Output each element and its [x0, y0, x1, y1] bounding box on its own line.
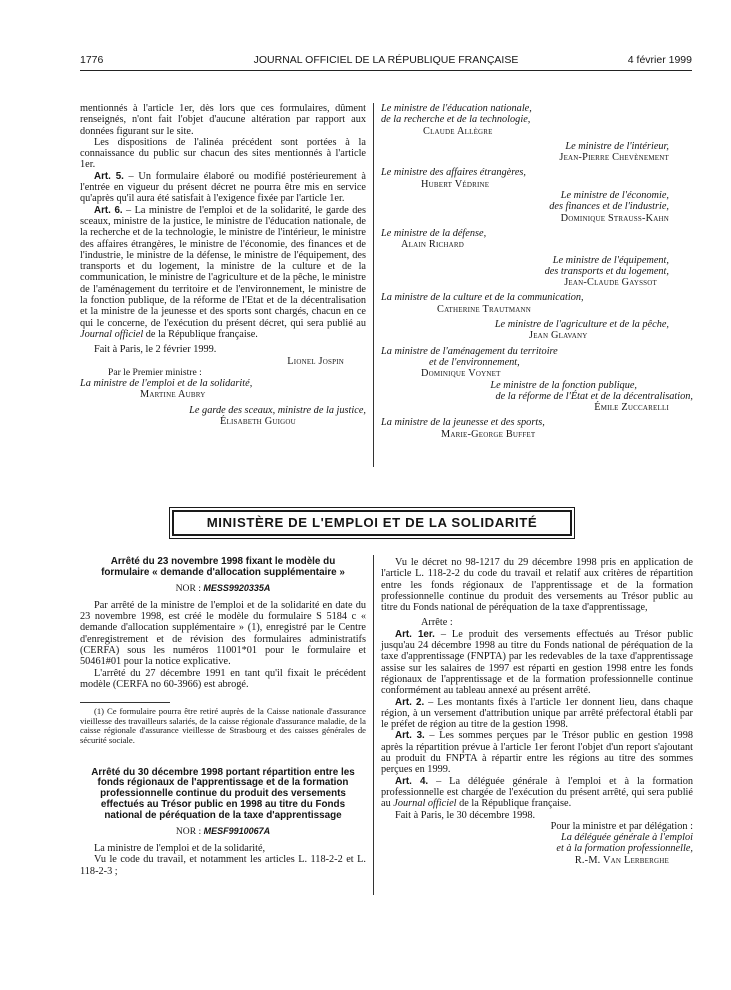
signatory-role: Le garde des sceaux, ministre de la justice,: [189, 404, 366, 416]
signatory-name: Alain Richard: [401, 239, 465, 251]
ministry-heading: MINISTÈRE DE L'EMPLOI ET DE LA SOLIDARITÉ: [172, 510, 572, 536]
journal-reference: Journal officiel: [393, 798, 457, 810]
signatory-name: Claude Allègre: [423, 125, 493, 137]
signatory-name: Jean-Claude Gayssot: [564, 277, 657, 289]
signature-pm: Lionel Jospin: [287, 355, 344, 367]
footnote: (1) Ce formulaire pourra être retiré auprès de la Caisse nationale d'assurance vieillesse des travailleurs salariés, de la caisse régionale d'assurance maladie, de la caisse régionale d'assurance vieillesse de Strasbourg et des caisses générales de sécurité sociale.: [80, 706, 366, 746]
bottom-left-column: [80, 557, 366, 877]
article-text: – La déléguée générale à l'emploi et à la formation professionnelle est chargée de l'exécution du présent arrêté, qui sera publié au: [381, 775, 693, 810]
bottom-right-column: [381, 557, 693, 866]
top-right-signatures: [381, 103, 693, 440]
article-text: – Le produit des versements effectués au Trésor public jusqu'au 24 décembre 1998 au titre du Fonds national de péréquation de la taxe d'apprentissage (FNPTA) par les redevables de la taxe d'apprentissage assise sur les salaires de 1997 est réparti en gestion 1998 entre les fonds régionaux de l'apprentissage et de la formation professionnelle continue conformément au tableau annexé au présent arrêté.: [381, 628, 693, 697]
signatory-role: Le ministre de l'équipement,: [552, 254, 669, 266]
footnote-rule: [80, 702, 170, 703]
page-header: [80, 54, 692, 70]
article-text: de la République française.: [143, 328, 258, 340]
journal-title: JOURNAL OFFICIEL DE LA RÉPUBLIQUE FRANÇAISE: [253, 54, 519, 66]
paragraph: La ministre de l'emploi et de la solidarité,: [94, 842, 266, 854]
signatory-name: Dominique Voynet: [421, 368, 501, 380]
signatory-role: et de l'environnement,: [429, 356, 520, 368]
signatory-name: Catherine Trautmann: [437, 303, 532, 315]
signatory-role: Le ministre de l'intérieur,: [565, 140, 669, 152]
nor-label: NOR :: [175, 582, 201, 594]
arrete-title: Arrêté du 30 décembre 1998 portant répartition entre les fonds régionaux de l'apprentissage et de la formation professionnelle continue du produit des versements effectués au Trésor public en 1998 au titre du Fonds national de péréquation de la taxe d'apprentissage: [91, 766, 355, 821]
article-text: de la République française.: [456, 798, 572, 810]
nor-code: MESF9910067A: [203, 825, 271, 836]
signatory-role: Le ministre de la fonction publique,: [490, 379, 637, 391]
column-divider: [373, 555, 374, 895]
signatory-name: Martine Aubry: [140, 389, 206, 401]
signatory-role: de la réforme de l'État et de la décentralisation,: [495, 390, 693, 402]
signing-place-date: Fait à Paris, le 30 décembre 1998.: [395, 809, 536, 821]
article-label: Art. 3.: [395, 730, 425, 742]
paragraph: Vu le code du travail, et notamment les articles L. 118-2-2 et L. 118-2-3 ;: [80, 854, 366, 877]
signatory-role: des transports et du logement,: [544, 265, 669, 277]
signatory-role: de la recherche et de la technologie,: [381, 114, 531, 126]
signatory-name: Élisabeth Guigou: [220, 416, 296, 428]
signatory-role: La ministre de la culture et de la communication,: [381, 292, 584, 304]
article-6: [80, 205, 366, 341]
page-number: 1776: [80, 54, 104, 66]
signatory-name: Jean-Pierre Chevènement: [559, 152, 669, 164]
nor-reference: [80, 826, 366, 837]
article-text: – Les montants fixés à l'article 1er donnent lieu, dans chaque région, à un versement d'attribution unique par arrêté préfectoral établi par le préfet de région au titre de la gestion 1998.: [381, 696, 694, 731]
arrete-title: Arrêté du 23 novembre 1998 fixant le modèle du formulaire « demande d'allocation supplémentaire »: [101, 556, 345, 578]
signatory-role: Le ministre des affaires étrangères,: [381, 167, 527, 179]
nor-reference: [80, 583, 366, 594]
signatory-name: Dominique Strauss-Kahn: [560, 212, 669, 224]
paragraph: mentionnés à l'article 1er, dès lors que ces formulaires, dûment renseignés, n'ont fait l'objet d'aucune altération par rapport aux données figurant sur le site.: [80, 103, 366, 137]
signing-place-date: Fait à Paris, le 2 février 1999.: [94, 344, 217, 356]
signatory-role: des finances et de l'industrie,: [549, 201, 669, 213]
signatory-role: La ministre de la jeunesse et des sports,: [381, 417, 545, 429]
paragraph: L'arrêté du 27 décembre 1991 en tant qu'il fixait le précédent modèle (CERFA no 60-3966) est abrogé.: [80, 667, 366, 690]
signatory-role: La ministre de l'emploi et de la solidarité,: [80, 378, 253, 390]
arrete-label: Arrête :: [421, 617, 453, 629]
nor-code: MESS9920335A: [203, 582, 271, 593]
article-2: [381, 697, 693, 731]
article-text: – Un formulaire élaboré ou modifié postérieurement à l'entrée en vigueur du présent décret ne pourra être mis en service qu'après qu'il aura été satisfait à l'exigence fixée par l'article 1er.: [80, 170, 366, 205]
article-5: [80, 171, 366, 205]
article-label: Art. 2.: [395, 696, 425, 708]
article-label: Art. 5.: [94, 170, 124, 182]
article-label: Art. 4.: [395, 775, 429, 787]
par-premier-ministre: Par le Premier ministre :: [108, 366, 202, 378]
article-3: [381, 730, 693, 775]
article-text: – La ministre de l'emploi et de la solidarité, le garde des sceaux, ministre de la justice, le ministre de l'éducation nationale, de la recherche et de la technologie, le ministre de l'intérieur, le ministre des affaires étrangères, le ministre de l'économie, des finances et de l'industrie, le ministre de la défense, le ministre de l'équipement, des transports et du logement, la ministre de la culture et de la communication, le ministre de l'agriculture et de la pêche, le ministre de l'aménagement du territoire et de l'environnement, le ministre de la fonction publique, de la réforme de l'Etat et de la décentralisation et la ministre de la jeunesse et des sports sont chargés, chacun en ce qui le concerne, de l'exécution du présent décret, qui sera publié au: [80, 204, 366, 329]
signatory-name: Jean Glavany: [529, 330, 588, 342]
article-text: – Les sommes perçues par le Trésor public en gestion 1998 après la répartition prévue à l'article 1er feront l'objet d'un report s'ajoutant au produit du FNPTA à répartir entre les régions au titre des sommes perçues en 1999.: [381, 730, 693, 776]
article-label: Art. 6.: [94, 204, 123, 216]
signatory-name: Marie-George Buffet: [441, 428, 536, 440]
signatory-name: R.-M. Van Lerberghe: [574, 854, 669, 866]
paragraph: Par arrêté de la ministre de l'emploi et de la solidarité en date du 23 novembre 1998, est créé le modèle du formulaire S 5184 c « demande d'allocation supplémentaire » (1), enregistré par le Centre d'enregistrement et de révision des formulaires administratifs (CERFA) sous les numéros 11001*01 pour le formulaire et 50461#01 pour la notice explicative.: [80, 599, 366, 668]
header-rule: [80, 70, 692, 71]
signatory-role: Le ministre de l'éducation nationale,: [381, 103, 532, 114]
article-label: Art. 1er.: [395, 628, 435, 640]
signatory-role: Le ministre de l'agriculture et de la pêche,: [494, 319, 669, 331]
article-4: [381, 776, 693, 810]
signatory-role: et à la formation professionnelle,: [556, 843, 693, 855]
paragraph: Les dispositions de l'alinéa précédent sont portées à la connaissance du public sur chacun des sites mentionnés à l'article 1er.: [80, 136, 366, 171]
article-1: [381, 629, 693, 697]
paragraph: Vu le décret no 98-1217 du 29 décembre 1998 pris en application de l'article L. 118-2-2 du code du travail et relatif aux critères de répartition entre les fonds régionaux de l'apprentissage et de la formation professionnelle continue du produit des versements au Trésor public au titre du Fonds national de péréquation de la taxe d'apprentissage,: [381, 557, 693, 614]
signatory-name: Hubert Védrine: [421, 178, 490, 190]
journal-reference: Journal officiel: [80, 328, 144, 340]
column-divider: [373, 103, 374, 467]
signatory-role: La ministre de l'aménagement du territoire: [381, 345, 558, 357]
nor-label: NOR :: [175, 825, 202, 837]
signatory-role: Le ministre de la défense,: [381, 227, 487, 239]
signatory-role: Le ministre de l'économie,: [560, 190, 669, 202]
signatory-role: La déléguée générale à l'emploi: [560, 832, 693, 844]
issue-date: 4 février 1999: [627, 54, 692, 66]
signature-delegation: Pour la ministre et par délégation :: [550, 820, 693, 832]
signatory-name: Émile Zuccarelli: [594, 402, 669, 414]
top-left-column: [80, 103, 366, 427]
